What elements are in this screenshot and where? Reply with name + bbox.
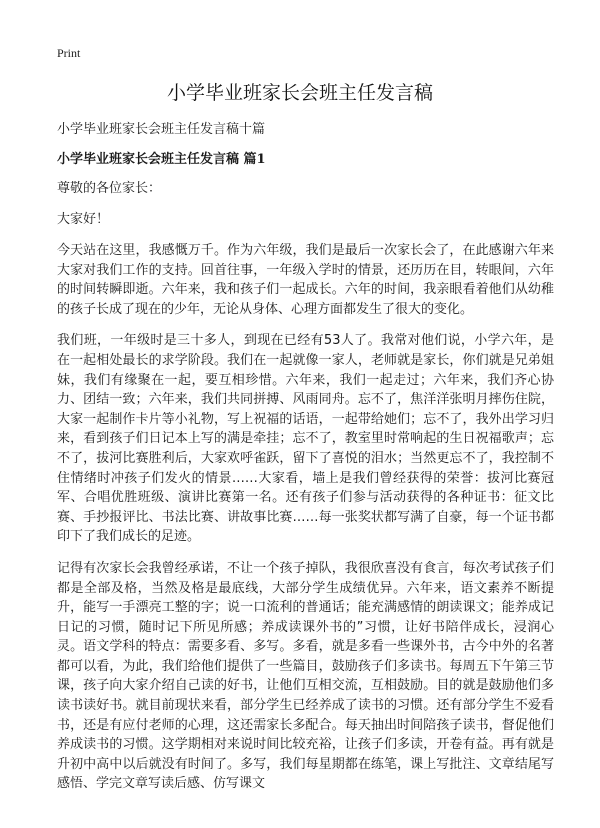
paragraph: 我们班，一年级时是三十多人，到现在已经有53人了。我常对他们说，小学六年，是在一起相处最长的求学阶段。我们在一起就像一家人，老师就是家长，你们就是兄弟姐妹，我们有缘聚在一起，要互相珍惜。六年来，我们一起走过；六年来，我们齐心协力、团结一致；六年来，我们共同拼搏、风雨同舟。忘不了，焦洋洋张明月摔伤住院，大家一起制作卡片等小礼物，写上祝福的话语，一起带给她们；忘不了，我外出学习归来，看到孩子们日记本上写的满是牵挂；忘不了，教室里时常响起的生日祝福歌声；忘不了，拔河比赛胜利后，大家欢呼雀跃，留下了喜悦的泪水；当然更忘不了，我控制不住情绪时冲孩子们发火的情景……大家看，墙上是我们曾经获得的荣誉：拔河比赛冠军、合唱优胜班级、演讲比赛第一名。还有孩子们参与活动获得的各种证书：征文比赛、手抄报评比、书法比赛、讲故事比赛……每一张奖状都写满了自豪，每一个证书都印下了我们成长的足迹。 [57,333,554,545]
document-body [57,120,554,806]
salutation: 尊敬的各位家长： [57,181,162,196]
document-subtitle: 小学毕业班家长会班主任发言稿十篇 [57,122,266,137]
section-heading: 小学毕业班家长会班主任发言稿 篇1 [57,152,266,167]
print-link[interactable]: Print [57,46,81,60]
document-title: 小学毕业班家长会班主任发言稿 [166,82,433,104]
paragraph: 记得有次家长会我曾经承诺，不让一个孩子掉队，我很欣喜没有食言，每次考试孩子们都是全部及格，当然及格是最底线，大部分学生成绩优异。六年来，语文素养不断提升，能写一手漂亮工整的字；说一口流利的普通话；能充满感情的朗读课文；能养成记日记的习惯，随时记下所见所感；养成读课外书的”习惯，让好书陪伴成长，浸润心灵。语文学科的特点：需要多看、多写。多看，就是多看一些课外书，古今中外的名著都可以看，为此，我们给他们提供了一些篇目，鼓励孩子们多读书。每周五下午第三节课，孩子向大家介绍自己读的好书，让他们互相交流，互相鼓励。目的就是鼓励他们多读书读好书。就目前现状来看，部分学生已经养成了读书的习惯。还有部分学生不爱看书，还是有应付老师的心理，这还需家长多配合。每天抽出时间陪孩子读书，督促他们养成读书的习惯。这学期相对来说时间比较充裕，让孩子们多读，开卷有益。再有就是升初中高中以后就没有时间了。多写，我们每星期都在练笔，课上写批注、文章结尾写感悟、学完文章写读后感、仿写课文 [57,560,554,792]
paragraph: 今天站在这里，我感慨万千。作为六年级，我们是最后一次家长会了，在此感谢六年来大家对我们工作的支持。回首往事，一年级入学时的情景，还历历在目，转眼间，六年的时间转瞬即逝。六年来，我和孩子们一起成长。六年的时间，我亲眼看着他们从幼稚的孩子长成了现在的少年，无论从身体、心理方面都发生了很大的变化。 [57,243,554,317]
greeting: 大家好！ [57,212,110,227]
